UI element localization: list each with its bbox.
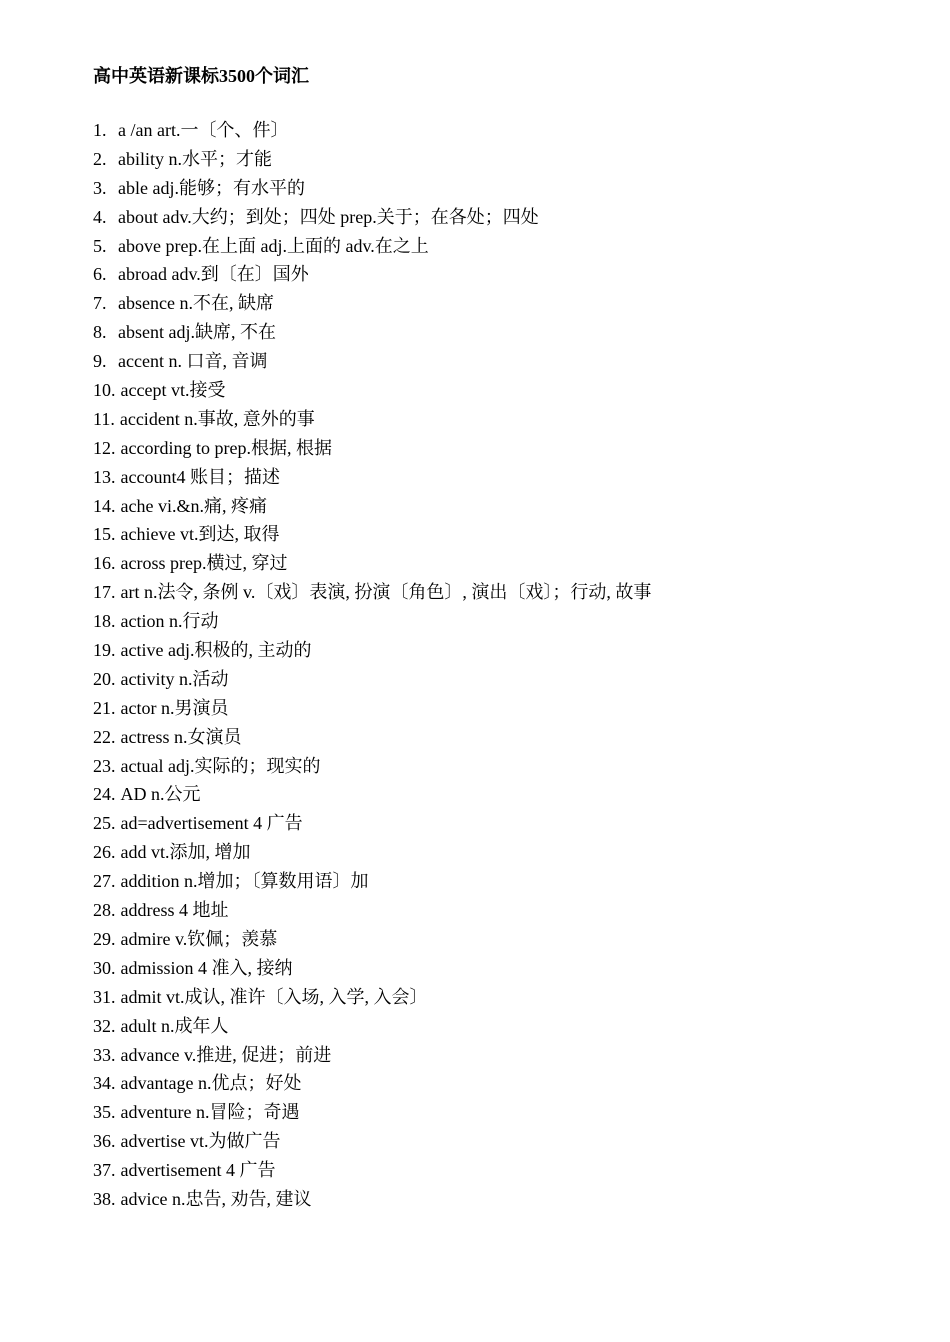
entry-text: advantage n.优点；好处 (120, 1073, 302, 1094)
entry-number: 29. (93, 928, 116, 949)
entry-number: 28. (93, 900, 116, 921)
vocabulary-entry (93, 289, 651, 318)
entry-text: advice n.忠告, 劝告, 建议 (120, 1188, 312, 1209)
entry-text: admission 4 准入, 接纳 (120, 957, 293, 978)
entry-text: absence n.不在, 缺席 (118, 293, 274, 314)
entry-text: according to prep.根据, 根据 (120, 437, 332, 458)
vocabulary-entry (93, 1041, 651, 1070)
entry-number: 6. (93, 264, 107, 285)
entry-text: accent n. 口音, 音调 (118, 351, 268, 372)
entry-text: above prep.在上面 adj.上面的 adv.在之上 (118, 235, 429, 256)
entry-number: 16. (93, 553, 116, 574)
entry-number: 19. (93, 640, 116, 661)
entry-text: action n.行动 (120, 611, 219, 632)
vocabulary-entry (93, 1156, 651, 1185)
vocabulary-entry (93, 492, 651, 521)
vocabulary-entry (93, 636, 651, 665)
entry-number: 11. (93, 408, 115, 429)
entry-number: 3. (93, 177, 107, 198)
entry-text: ad=advertisement 4 广告 (120, 813, 303, 834)
vocabulary-entry (93, 463, 651, 492)
vocabulary-entry (93, 665, 651, 694)
entry-number: 5. (93, 235, 107, 256)
vocabulary-entry (93, 116, 651, 145)
vocabulary-entry (93, 405, 651, 434)
entry-number: 12. (93, 437, 116, 458)
entry-number: 26. (93, 842, 116, 863)
entry-text: advance v.推进, 促进；前进 (120, 1044, 332, 1065)
entry-text: adult n.成年人 (120, 1015, 229, 1036)
vocabulary-entry (93, 347, 651, 376)
entry-text: admit vt.成认, 准许〔入场, 入学, 入会〕 (120, 986, 428, 1007)
entry-number: 10. (93, 380, 116, 401)
vocabulary-entry (93, 578, 651, 607)
entry-number: 4. (93, 206, 107, 227)
entry-number: 32. (93, 1015, 116, 1036)
vocabulary-entry (93, 723, 651, 752)
entry-number: 27. (93, 871, 116, 892)
entry-text: achieve vt.到达, 取得 (120, 524, 280, 545)
vocabulary-entry (93, 549, 651, 578)
entry-number: 8. (93, 322, 107, 343)
entry-number: 30. (93, 957, 116, 978)
entry-number: 9. (93, 351, 107, 372)
entry-text: address 4 地址 (120, 900, 229, 921)
entry-text: about adv.大约；到处；四处 prep.关于；在各处；四处 (118, 206, 539, 227)
vocabulary-entry (93, 1098, 651, 1127)
vocabulary-list (93, 116, 651, 1214)
vocabulary-entry (93, 607, 651, 636)
entry-text: ache vi.&n.痛, 疼痛 (120, 495, 267, 516)
entry-text: able adj.能够；有水平的 (118, 177, 305, 198)
entry-number: 35. (93, 1102, 116, 1123)
entry-number: 17. (93, 582, 116, 603)
vocabulary-entry (93, 896, 651, 925)
vocabulary-entry (93, 1069, 651, 1098)
document-title: 高中英语新课标3500个词汇 (93, 66, 309, 86)
vocabulary-entry (93, 318, 651, 347)
entry-number: 15. (93, 524, 116, 545)
entry-number: 18. (93, 611, 116, 632)
entry-text: accept vt.接受 (120, 380, 226, 401)
entry-text: add vt.添加, 增加 (120, 842, 251, 863)
entry-text: accident n.事故, 意外的事 (119, 408, 315, 429)
entry-number: 31. (93, 986, 116, 1007)
vocabulary-entry (93, 925, 651, 954)
entry-text: adventure n.冒险；奇遇 (120, 1102, 300, 1123)
vocabulary-entry (93, 1127, 651, 1156)
entry-number: 38. (93, 1188, 116, 1209)
entry-text: addition n.增加；〔算数用语〕加 (120, 871, 369, 892)
entry-text: advertisement 4 广告 (120, 1160, 276, 1181)
vocabulary-entry (93, 520, 651, 549)
entry-number: 34. (93, 1073, 116, 1094)
vocabulary-entry (93, 376, 651, 405)
vocabulary-entry (93, 174, 651, 203)
vocabulary-entry (93, 809, 651, 838)
entry-number: 22. (93, 726, 116, 747)
vocabulary-entry (93, 1012, 651, 1041)
entry-number: 1. (93, 120, 107, 140)
entry-number: 13. (93, 466, 116, 487)
entry-text: account4 账目；描述 (120, 466, 280, 487)
vocabulary-entry (93, 1185, 651, 1214)
vocabulary-entry (93, 145, 651, 174)
entry-number: 36. (93, 1131, 116, 1152)
vocabulary-entry (93, 694, 651, 723)
entry-text: admire v.钦佩；羡慕 (120, 928, 278, 949)
entry-number: 25. (93, 813, 116, 834)
entry-number: 33. (93, 1044, 116, 1065)
vocabulary-entry (93, 260, 651, 289)
entry-number: 14. (93, 495, 116, 516)
entry-text: actual adj.实际的；现实的 (120, 755, 321, 776)
entry-text: activity n.活动 (120, 668, 229, 689)
entry-text: a /an art.一〔个、件〕 (118, 120, 289, 140)
entry-text: active adj.积极的, 主动的 (120, 640, 312, 661)
entry-text: abroad adv.到〔在〕国外 (118, 264, 309, 285)
entry-number: 24. (93, 784, 116, 805)
entry-number: 20. (93, 668, 116, 689)
vocabulary-entry (93, 983, 651, 1012)
vocabulary-entry (93, 203, 651, 232)
vocabulary-entry (93, 232, 651, 261)
entry-text: ability n.水平；才能 (118, 148, 272, 169)
entry-number: 7. (93, 293, 107, 314)
entry-number: 21. (93, 697, 116, 718)
entry-number: 23. (93, 755, 116, 776)
entry-text: actress n.女演员 (120, 726, 242, 747)
vocabulary-entry (93, 434, 651, 463)
vocabulary-entry (93, 752, 651, 781)
entry-number: 37. (93, 1160, 116, 1181)
vocabulary-entry (93, 954, 651, 983)
vocabulary-entry (93, 780, 651, 809)
entry-text: AD n.公元 (120, 784, 201, 805)
entry-number: 2. (93, 148, 107, 169)
entry-text: absent adj.缺席, 不在 (118, 322, 276, 343)
entry-text: art n.法令, 条例 v.〔戏〕表演, 扮演〔角色〕, 演出〔戏〕；行动, 故事 (120, 582, 652, 603)
entry-text: advertise vt.为做广告 (120, 1131, 281, 1152)
vocabulary-entry (93, 867, 651, 896)
entry-text: across prep.横过, 穿过 (120, 553, 288, 574)
entry-text: actor n.男演员 (120, 697, 229, 718)
vocabulary-entry (93, 838, 651, 867)
